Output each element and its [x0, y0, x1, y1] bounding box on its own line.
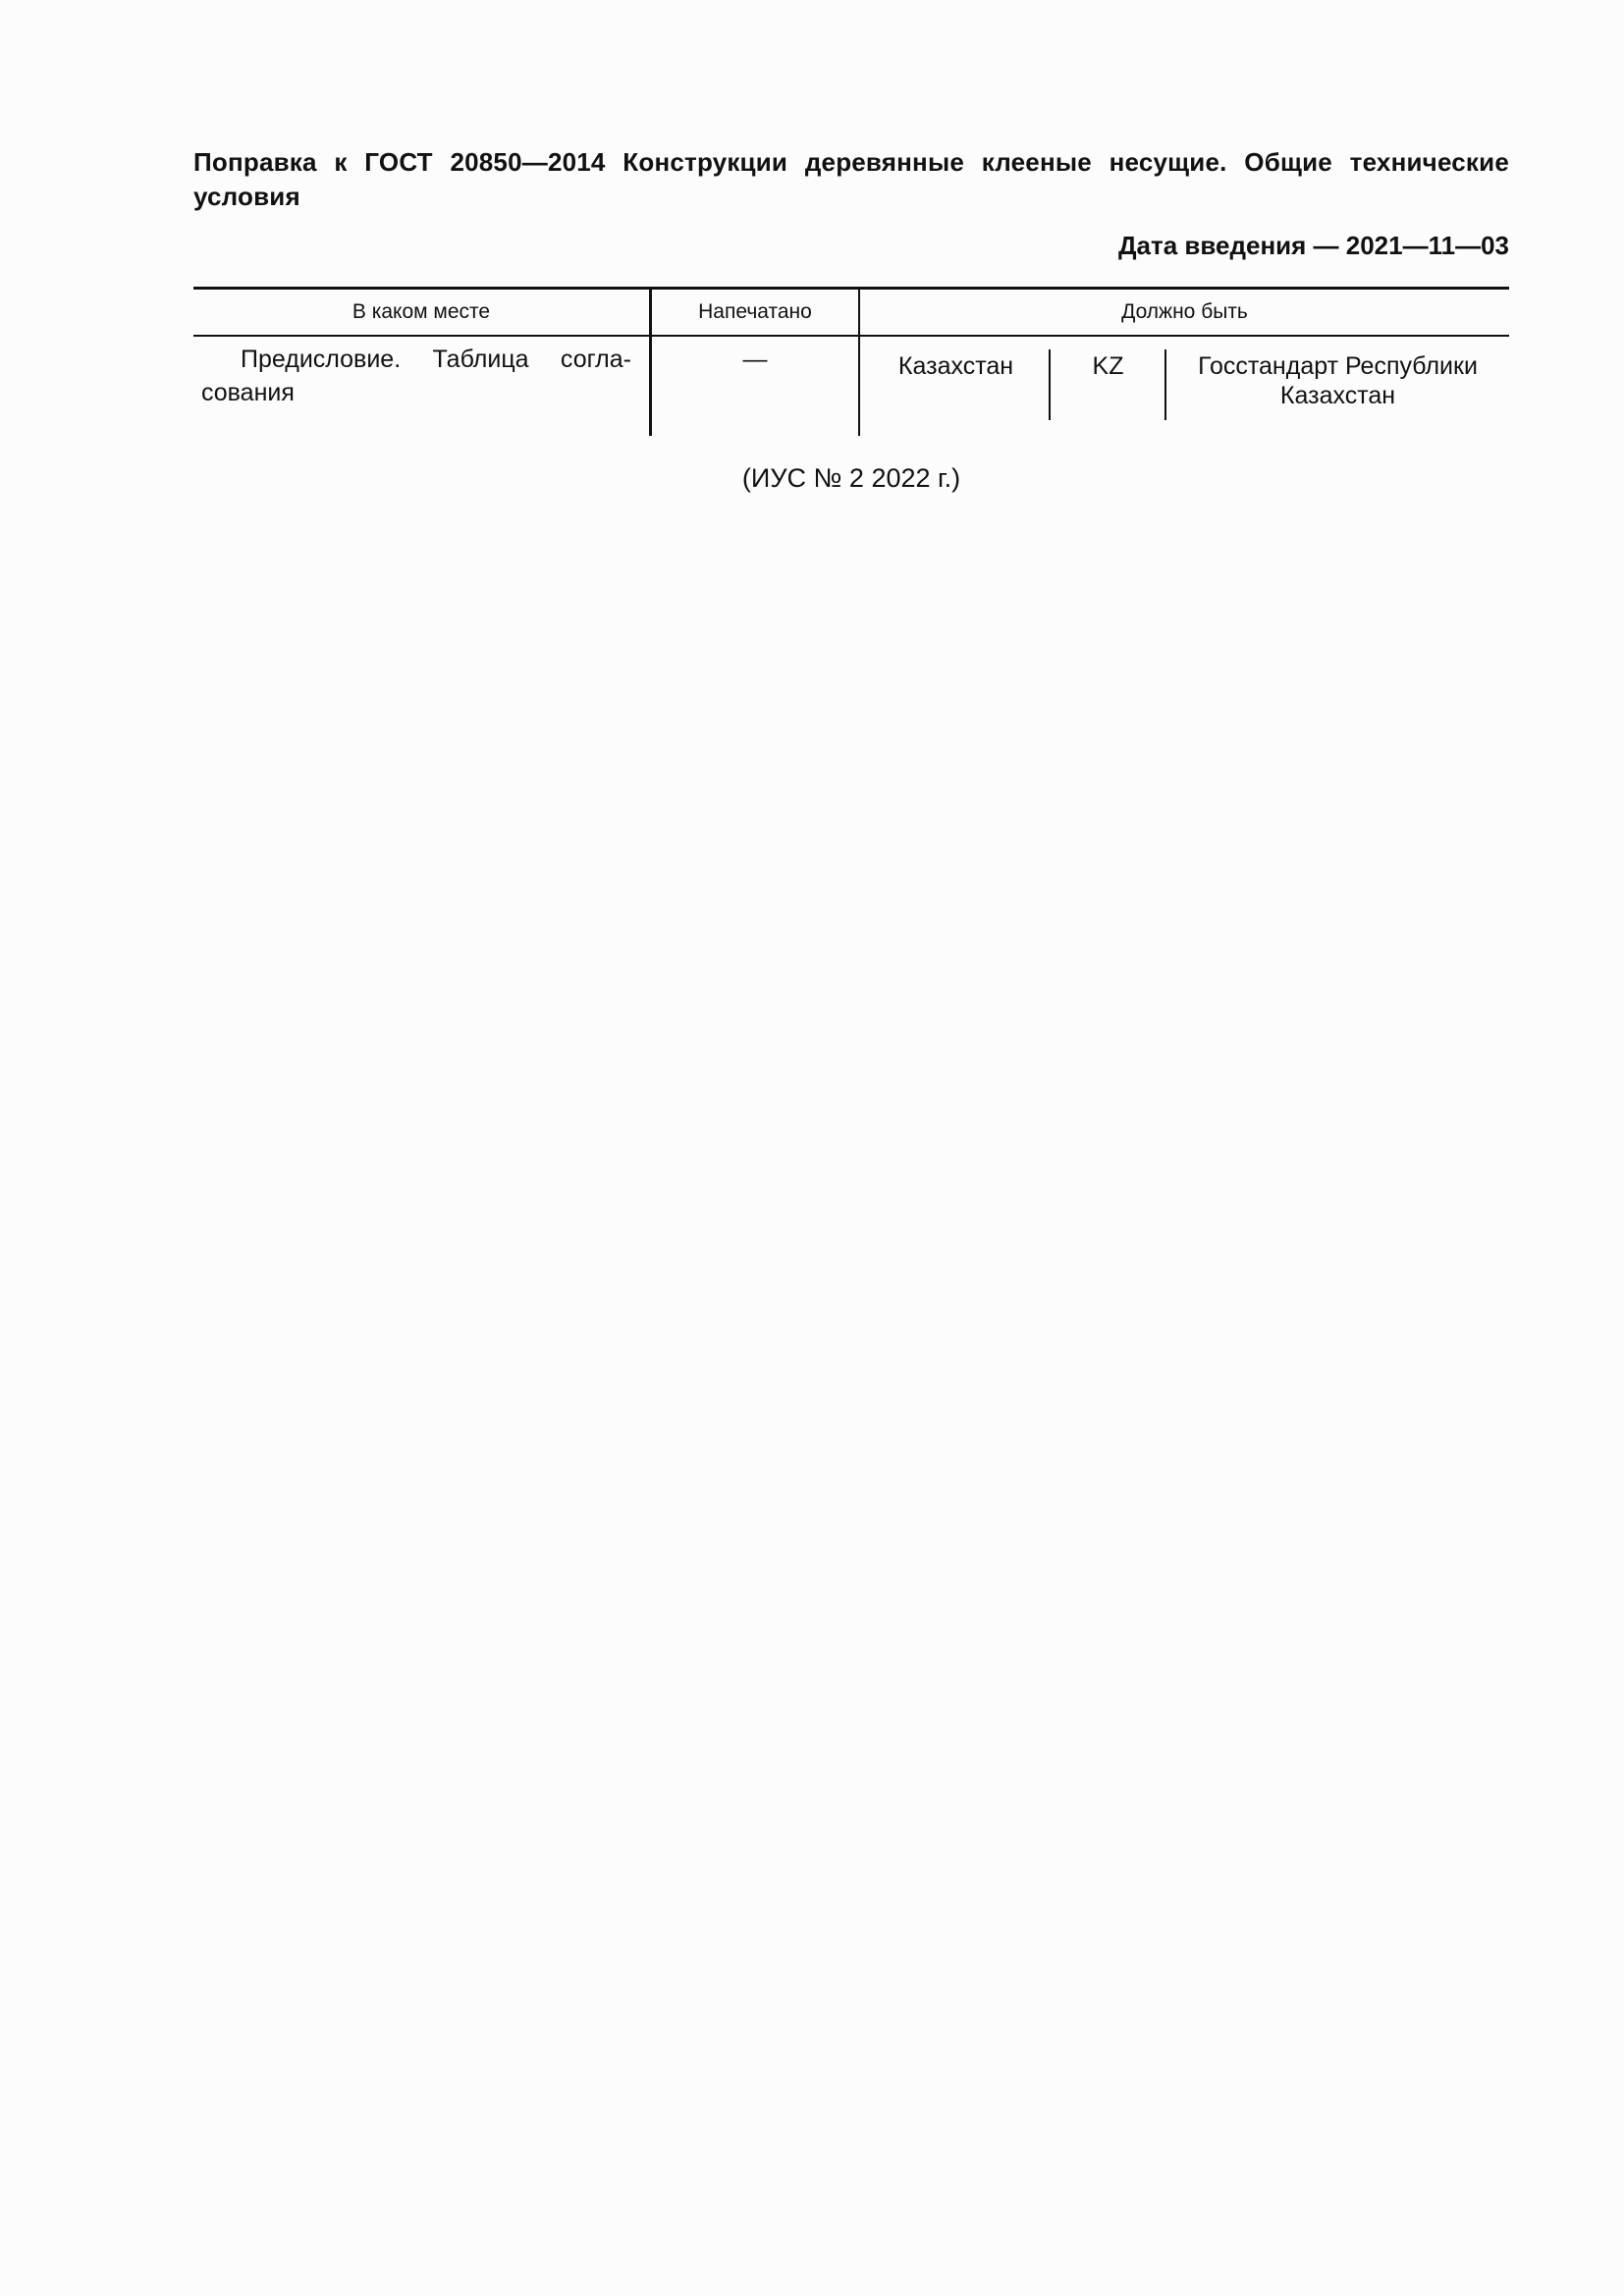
document-title: Поправка к ГОСТ 20850—2014 Конструкции деревянные клееные несущие. Общие технические условия [193, 147, 1509, 211]
header-where: В каком месте [352, 300, 491, 323]
cell-country-code: KZ [1092, 352, 1124, 380]
cell-printed: — [742, 346, 768, 373]
cell-where: Предисловие. Таблица согла-сования [201, 346, 631, 406]
header-printed: Напечатано [698, 300, 812, 323]
cell-country: Казахстан [897, 352, 1014, 380]
source-reference: (ИУС № 2 2022 г.) [741, 463, 961, 493]
table-header-rule [193, 335, 1509, 337]
cell-authority: Госстандарт Республики Казахстан [1198, 352, 1478, 409]
header-should-be: Должно быть [1121, 300, 1248, 323]
corrections-table [193, 287, 1509, 436]
effective-date: Дата введения — 2021—11—03 [1118, 231, 1509, 260]
